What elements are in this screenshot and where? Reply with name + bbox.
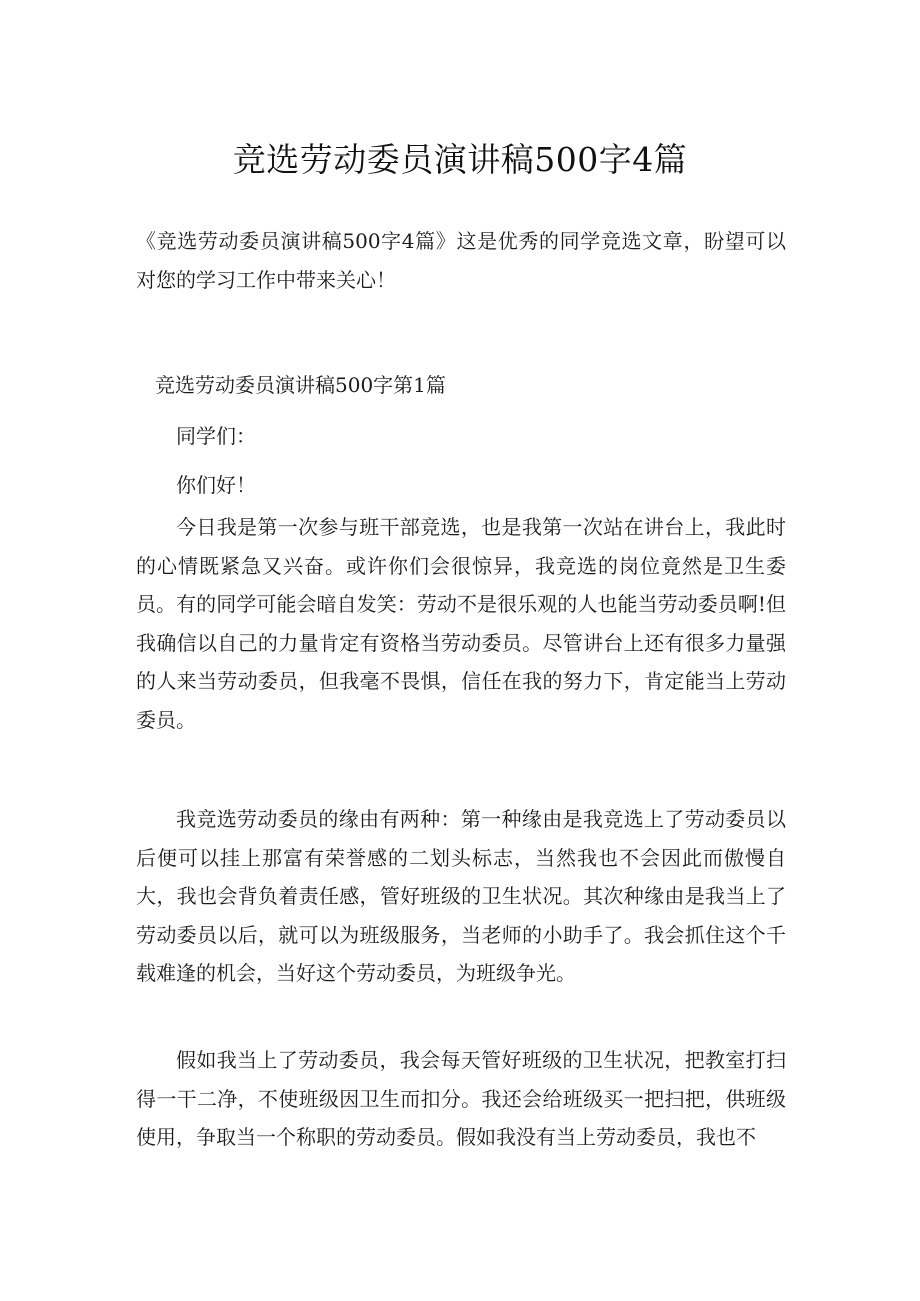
section-heading: 竞选劳动委员演讲稿500字第1篇 xyxy=(155,373,446,397)
body-paragraph-2: 我竞选劳动委员的缘由有两种：第一种缘由是我竞选上了劳动委员以后便可以挂上那富有荣誉感的二划头标志，当然我也不会因此而傲慢自大，我也会背负着责任感，管好班级的卫生状况。其次种缘由是我当上了劳动委员以后，就可以为班级服务，当老师的小助手了。我会抓住这个千载难逢的机会，当好这个劳动委员，为班级争光。 xyxy=(136,807,786,985)
intro-paragraph: 《竞选劳动委员演讲稿500字4篇》这是优秀的同学竞选文章，盼望可以对您的学习工作中带来关心！ xyxy=(136,229,786,292)
greeting-line: 同学们： xyxy=(176,424,256,448)
body-paragraph-1: 今日我是第一次参与班干部竞选，也是我第一次站在讲台上，我此时的心情既紧急又兴奋。或许你们会很惊异，我竞选的岗位竟然是卫生委员。有的同学可能会暗自发笑：劳动不是很乐观的人也能当劳动委员啊!但我确信以自己的力量肯定有资格当劳动委员。尽管讲台上还有很多力量强的人来当劳动委员，但我毫不畏惧，信任在我的努力下，肯定能当上劳动委员。 xyxy=(136,515,786,732)
hello-line: 你们好！ xyxy=(176,473,256,497)
document-title: 竞选劳动委员演讲稿500字4篇 xyxy=(232,140,688,179)
body-paragraph-3: 假如我当上了劳动委员，我会每天管好班级的卫生状况，把教室打扫得一干二净，不使班级因卫生而扣分。我还会给班级买一把扫把，供班级使用，争取当一个称职的劳动委员。假如我没有当上劳动委员，我也不 xyxy=(136,1048,786,1149)
